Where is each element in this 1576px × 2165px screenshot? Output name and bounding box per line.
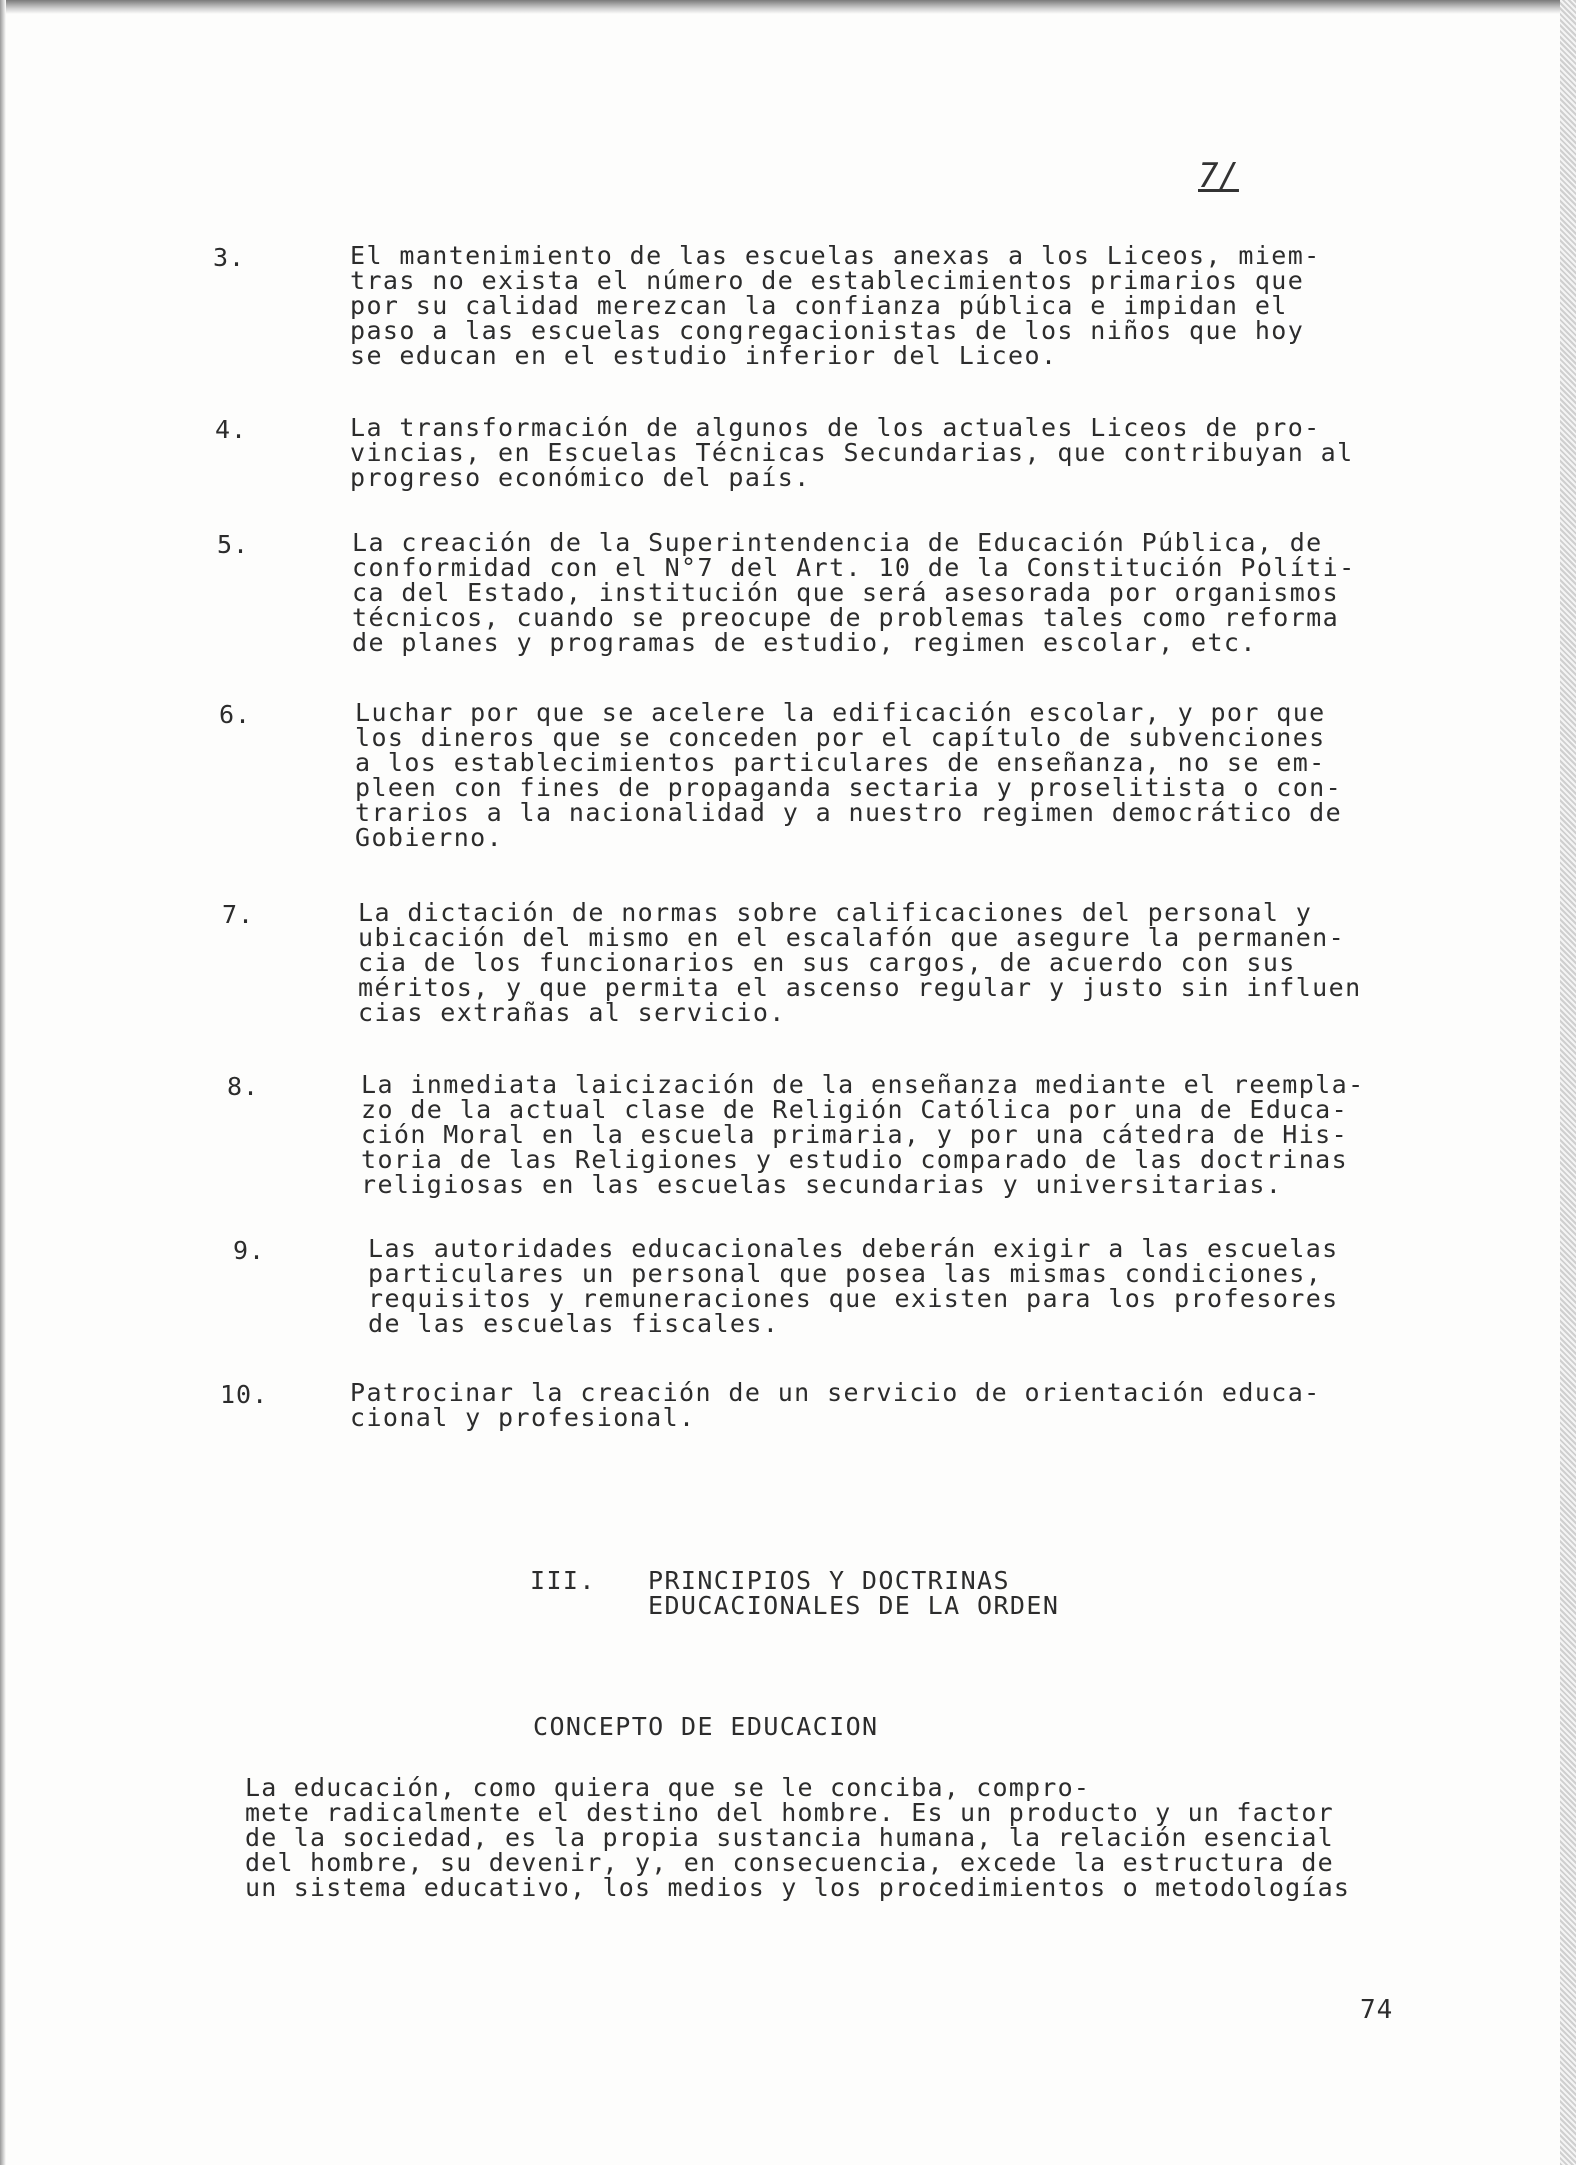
item-text: La transformación de algunos de los actuales Liceos de pro- vincias, en Escuelas Técnicas Secundarias, que contribuyan al progreso económico del país. <box>350 413 1354 492</box>
item-number: 7. <box>222 900 255 929</box>
item-text: Patrocinar la creación de un servicio de orientación educa- cional y profesional. <box>350 1378 1321 1432</box>
scan-edge-right <box>1560 0 1576 2165</box>
section-number: III. <box>530 1566 596 1595</box>
item-text: La inmediata laicización de la enseñanza mediante el reempla- zo de la actual clase de Religión Católica por una de Educa- ción Moral en la escuela primaria, y por una cátedra de His- toria de las Religiones y estudio comparado de las doctrinas religiosas en las escuelas secundarias y universitarias. <box>361 1070 1365 1199</box>
body-paragraph: La educación, como quiera que se le conciba, compro- mete radicalmente el destino del hombre. Es un producto y un factor de la sociedad, es la propia sustancia humana, la relación esencial del hombre, su devenir, y, en consecuencia, excede la estructura de un sistema educativo, los medios y los procedimientos o metodologías <box>245 1773 1351 1902</box>
item-number: 6. <box>219 700 252 729</box>
subheading: CONCEPTO DE EDUCACION <box>533 1712 879 1741</box>
item-number: 5. <box>217 530 250 559</box>
item-text: Las autoridades educacionales deberán exigir a las escuelas particulares un personal que posea las mismas condiciones, requisitos y remuneraciones que existen para los profesores de las escuelas fiscales. <box>368 1234 1339 1338</box>
item-number: 8. <box>227 1072 260 1101</box>
item-number: 10. <box>220 1380 269 1409</box>
item-text: La creación de la Superintendencia de Educación Pública, de conformidad con el N°7 del Art. 10 de la Constitución Políti- ca del Estado, institución que será asesorada por organismos técnicos, cuando se preocupe de problemas tales como reforma de planes y programas de estudio, regimen escolar, etc. <box>352 528 1356 657</box>
item-number: 3. <box>213 243 246 272</box>
item-text: La dictación de normas sobre calificaciones del personal y ubicación del mismo en el escalafón que asegure la permanen- cia de los funcionarios en sus cargos, de acuerdo con sus méritos, y que permita el ascenso regular y justo sin influen cias extrañas al servicio. <box>358 898 1362 1027</box>
scan-edge-top <box>0 0 1576 14</box>
item-number: 9. <box>233 1236 266 1265</box>
handwritten-page-mark: 7/ <box>1198 156 1239 196</box>
item-number: 4. <box>215 415 248 444</box>
scan-edge-left <box>0 0 6 2165</box>
section-title: PRINCIPIOS Y DOCTRINAS EDUCACIONALES DE LA ORDEN <box>648 1566 1060 1620</box>
item-text: El mantenimiento de las escuelas anexas a los Liceos, miem- tras no exista el número de establecimientos primarios que por su calidad merezcan la confianza pública e impidan el paso a las escuelas congregacionistas de los niños que hoy se educan en el estudio inferior del Liceo. <box>350 241 1321 370</box>
page-number: 74 <box>1360 1995 1394 2025</box>
item-text: Luchar por que se acelere la edificación escolar, y por que los dineros que se conceden por el capítulo de subvenciones a los establecimientos particulares de enseñanza, no se em- pleen con fines de propaganda sectaria y proselitista o con- trarios a la nacionalidad y a nuestro regimen democrático de Gobierno. <box>355 698 1343 852</box>
